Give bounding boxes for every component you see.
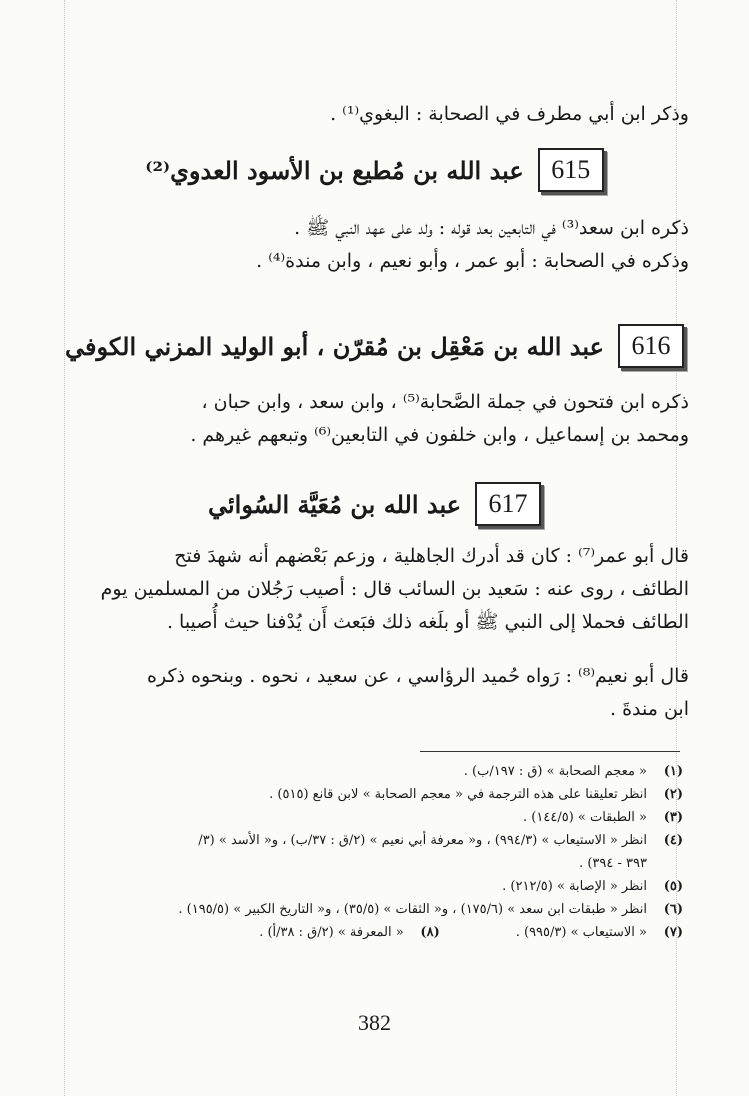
footnote-text: انظر تعليقنا على هذه الترجمة في « معجم الصحابة » لابن قانع (٥١٥) . — [269, 787, 647, 802]
footnote-divider — [420, 751, 680, 752]
text-line: قال أبو نعيم⁽⁸⁾ : رَواه حُميد الرؤاسي ، عن سعيد ، نحوه . وبنحوه ذكره — [147, 665, 689, 687]
text-line: ابن مندةَ . — [610, 698, 689, 720]
footnote — [55, 898, 683, 921]
entry-text-617 — [60, 540, 689, 639]
intro-paragraph: وذكر ابن أبي مطرف في الصحابة : البغوي⁽¹⁾ . — [330, 103, 689, 125]
footnote — [55, 829, 683, 852]
footnote-number: (٥) — [663, 879, 683, 894]
footnote-text: انظر « الإصابة » (٢١٢/٥) . — [502, 879, 647, 894]
entry-text-617-continued — [60, 660, 689, 726]
footnote-text: « المعرفة » (٢/ق : ٣٨/أ) . — [259, 925, 404, 940]
footnote-number: (٢) — [663, 787, 683, 802]
footnotes — [55, 760, 683, 944]
footnote-number: (١) — [663, 764, 683, 779]
entry-text-616 — [60, 386, 689, 452]
entry-number-box: 616 — [618, 324, 684, 368]
text-line: ذكره ابن سعد⁽³⁾ في التابعين بعد قوله : ولد على عهد النبي ﷺ . — [294, 217, 689, 239]
footnote-text: انظر « طبقات ابن سعد » (١٧٥/٦) ، و« الثقات » (٣٥/٥) ، و« التاريخ الكبير » (١٩٥/٥) . — [178, 902, 647, 917]
footnote-number: (٨) — [420, 925, 440, 940]
footnote-number — [655, 852, 683, 875]
entry-number-box: 615 — [538, 148, 604, 192]
footnote-number: (٦) — [663, 902, 683, 917]
text-line: وذكره في الصحابة : أبو عمر ، وأبو نعيم ، وابن مندة⁽⁴⁾ . — [256, 250, 689, 272]
entry-heading-615 — [60, 142, 689, 198]
footnote-continuation — [55, 852, 683, 875]
entry-number-box: 617 — [475, 482, 541, 526]
footnote-number: (٣) — [663, 810, 683, 825]
footnote-pair — [55, 921, 683, 944]
footnote-text: انظر « الاستيعاب » (٩٩٤/٣) ، و« معرفة أبي نعيم » (٢/ق : ٣٧/ب) ، و« الأسد » (٣/ — [198, 833, 647, 848]
footnote-text: « معجم الصحابة » (ق : ١٩٧/ب) . — [463, 764, 647, 779]
footnote — [55, 783, 683, 806]
entry-name: عبد الله بن مَعْقِل بن مُقرّن ، أبو الوليد المزني الكوفي — [65, 331, 604, 361]
footnote-number: (٧) — [663, 925, 683, 940]
entry-heading-617 — [60, 476, 689, 532]
text-line: ذكره ابن فتحون في جملة الصَّحابة⁽⁵⁾ ، وابن سعد ، وابن حبان ، — [201, 391, 689, 413]
entry-text-615 — [60, 212, 689, 278]
text-line: الطائف ، روى عنه : سَعيد بن السائب قال : أصيب رَجُلان من المسلمين يوم — [100, 578, 689, 600]
page-number: 382 — [358, 1010, 391, 1035]
text-line: ومحمد بن إسماعيل ، وابن خلفون في التابعين⁽⁶⁾ وتبعهم غيرهم . — [190, 424, 689, 446]
footnote — [55, 875, 683, 898]
footnote-text: ٣٩٣ - ٣٩٤) . — [579, 856, 647, 871]
entry-name: عبد الله بن مُطيع بن الأسود العدوي⁽²⁾ — [145, 155, 524, 185]
footnote — [55, 760, 683, 783]
footnote-text: « الاستيعاب » (٩٩٥/٣) . — [515, 925, 647, 940]
footnote-number: (٤) — [663, 833, 683, 848]
text-line: قال أبو عمر⁽⁷⁾ : كان قد أدرك الجاهلية ، وزعم بَعْضهم أنه شهدَ فتح — [174, 545, 689, 567]
footnote-text: « الطبقات » (١٤٤/٥) . — [523, 810, 647, 825]
entry-name: عبد الله بن مُعَيَّة السُوائي — [208, 489, 462, 519]
text-line: الطائف فحملا إلى النبي ﷺ أو بلَغه ذلك فبَعث أَن يُدْفنا حيث أُصيبا . — [166, 611, 689, 633]
entry-heading-616 — [60, 318, 689, 374]
footnote — [55, 806, 683, 829]
